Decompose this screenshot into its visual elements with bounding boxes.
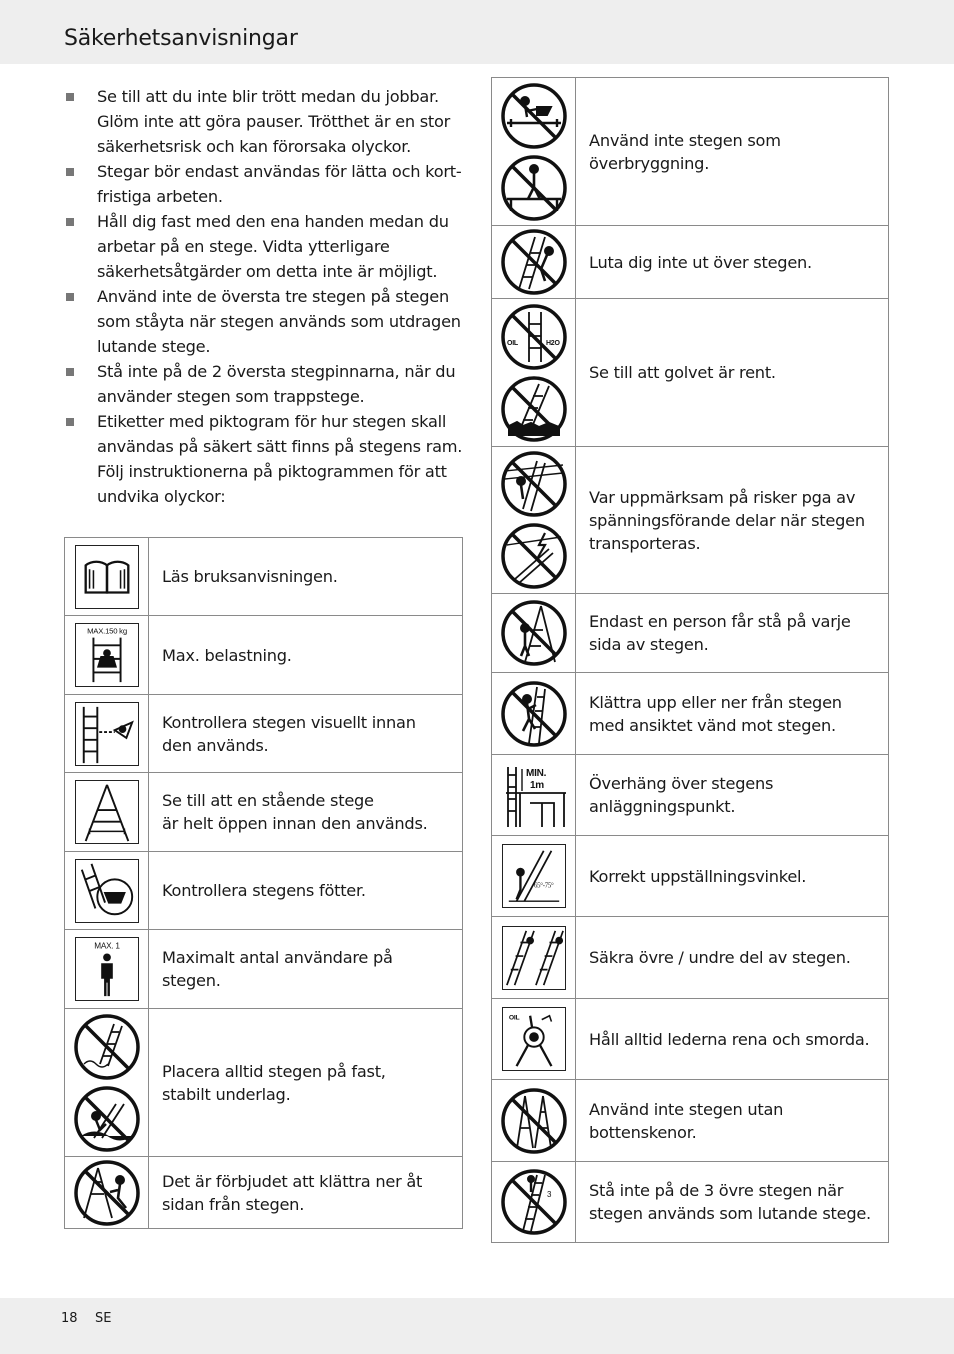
ladder-feet-check-icon bbox=[75, 859, 139, 923]
table-cell-text: Klättra upp eller ner från stegen med ansiktet vänd mot stegen. bbox=[576, 673, 889, 755]
table-cell-text: Kontrollera stegens fötter. bbox=[149, 852, 463, 930]
no-unstable-ground-icon bbox=[74, 1014, 140, 1080]
bullet-item: Se till att du inte blir trött medan du jobbar. Glöm inte att göra pauser. Trötthet är en stor säkerhetsrisk och kan förorsaka olyckor. bbox=[64, 84, 464, 159]
table-cell-text: Maximalt antal användare på stegen. bbox=[149, 930, 463, 1009]
language-code: SE bbox=[95, 1311, 112, 1326]
overhang-distance-label: 1m bbox=[529, 780, 544, 791]
bullet-item: Etiketter med piktogram för hur stegen skall användas på säkert sätt finns på stegens ram. Följ instruktionerna på piktogrammen för att undvika olyckor: bbox=[64, 409, 464, 509]
table-cell-text: Var uppmärksam på risker pga av spänningsförande delar när stegen transporteras. bbox=[576, 447, 889, 594]
secure-ladder-parts-icon bbox=[502, 926, 566, 990]
face-ladder-climbing-icon bbox=[501, 681, 567, 747]
oil-label: OIL bbox=[506, 339, 518, 347]
table-cell-text: Håll alltid lederna rena och smorda. bbox=[576, 999, 889, 1080]
table-row bbox=[65, 1009, 463, 1157]
table-cell-text: Kontrollera stegen visuellt innan den används. bbox=[149, 695, 463, 773]
no-side-dismount-icon bbox=[74, 1160, 140, 1226]
table-cell-text: Använd inte stegen utan bottenskenor. bbox=[576, 1080, 889, 1162]
no-oil-water-floor-icon bbox=[501, 304, 567, 370]
no-bridging-walk-icon bbox=[501, 155, 567, 221]
table-row bbox=[65, 852, 463, 930]
table-row bbox=[492, 755, 889, 836]
table-cell-text: Max. belastning. bbox=[149, 616, 463, 695]
table-row bbox=[65, 1157, 463, 1229]
no-power-lines-icon bbox=[501, 451, 567, 517]
min-label: MIN. bbox=[525, 768, 546, 779]
one-person-per-side-icon bbox=[501, 600, 567, 666]
table-cell-text: Använd inte stegen som överbryggning. bbox=[576, 78, 889, 226]
table-row bbox=[492, 999, 889, 1080]
table-cell-text: Se till att en stående stege är helt öppen innan den används. bbox=[149, 773, 463, 852]
bullet-item: Stå inte på de 2 översta stegpinnarna, när du använder stegen som trappstege. bbox=[64, 359, 464, 409]
table-cell-text: Säkra övre / undre del av stegen. bbox=[576, 917, 889, 999]
table-row bbox=[492, 917, 889, 999]
max-load-label: MAX.150 kg bbox=[86, 626, 127, 636]
table-row bbox=[65, 538, 463, 616]
table-row bbox=[65, 695, 463, 773]
table-cell-text: Endast en person får stå på varje sida av stegen. bbox=[576, 594, 889, 673]
table-cell-text: Det är förbjudet att klättra ner åt sidan från stegen. bbox=[149, 1157, 463, 1229]
no-bridging-wheelbarrow-icon bbox=[501, 83, 567, 149]
table-row bbox=[65, 773, 463, 852]
oil-label: OIL bbox=[508, 1014, 519, 1022]
table-row bbox=[65, 616, 463, 695]
table-row bbox=[492, 299, 889, 447]
table-cell-text: Stå inte på de 3 övre stegen när stegen används som lutande stege. bbox=[576, 1162, 889, 1243]
lubricate-joints-icon bbox=[502, 1007, 566, 1071]
rung-count-label: 3 bbox=[546, 1190, 551, 1199]
no-leaning-out-icon bbox=[501, 229, 567, 295]
table-cell-text: Se till att golvet är rent. bbox=[576, 299, 889, 447]
no-missing-stabilizer-icon bbox=[501, 1088, 567, 1154]
safety-bullet-list bbox=[64, 84, 464, 509]
table-row bbox=[492, 594, 889, 673]
no-debris-floor-icon bbox=[501, 376, 567, 442]
table-row bbox=[65, 930, 463, 1009]
page-footer bbox=[0, 1298, 954, 1354]
top-three-rungs-icon bbox=[501, 1169, 567, 1235]
left-pictogram-table bbox=[64, 537, 463, 1229]
water-label: H2O bbox=[545, 339, 560, 347]
min-overhang-icon bbox=[502, 763, 566, 827]
fully-opened-ladder-icon bbox=[75, 780, 139, 844]
table-row bbox=[492, 836, 889, 917]
electrical-hazard-icon bbox=[501, 523, 567, 589]
max-one-person-icon bbox=[75, 937, 139, 1001]
page-title: Säkerhetsanvisningar bbox=[64, 26, 298, 51]
table-cell-text: Placera alltid stegen på fast, stabilt underlag. bbox=[149, 1009, 463, 1157]
bullet-item: Använd inte de översta tre stegen på stegen som ståyta när stegen används som utdragen lutande stege. bbox=[64, 284, 464, 359]
max-users-label: MAX. 1 bbox=[93, 941, 120, 951]
table-row bbox=[492, 447, 889, 594]
table-row bbox=[492, 673, 889, 755]
page-header bbox=[0, 0, 954, 64]
open-book-icon bbox=[75, 545, 139, 609]
table-row bbox=[492, 78, 889, 226]
visual-inspection-eye-icon bbox=[75, 702, 139, 766]
table-row bbox=[492, 226, 889, 299]
table-cell-text: Luta dig inte ut över stegen. bbox=[576, 226, 889, 299]
table-cell-text: Korrekt uppställningsvinkel. bbox=[576, 836, 889, 917]
table-cell-text: Överhäng över stegens anläggningspunkt. bbox=[576, 755, 889, 836]
right-pictogram-table bbox=[491, 77, 889, 1243]
table-cell-text: Läs bruksanvisningen. bbox=[149, 538, 463, 616]
bullet-item: Håll dig fast med den ena handen medan du arbetar på en stege. Vidta ytterligare säkerhetsåtgärder om detta inte är möjligt. bbox=[64, 209, 464, 284]
setup-angle-icon bbox=[502, 844, 566, 908]
table-row bbox=[492, 1080, 889, 1162]
bullet-item: Stegar bör endast användas för lätta och kortfristiga arbeten. bbox=[64, 159, 464, 209]
max-load-weight-icon bbox=[75, 623, 139, 687]
table-row bbox=[492, 1162, 889, 1243]
no-soft-ground-icon bbox=[74, 1086, 140, 1152]
page-number: 18 bbox=[61, 1311, 78, 1326]
angle-label: 65°-75° bbox=[533, 882, 554, 890]
